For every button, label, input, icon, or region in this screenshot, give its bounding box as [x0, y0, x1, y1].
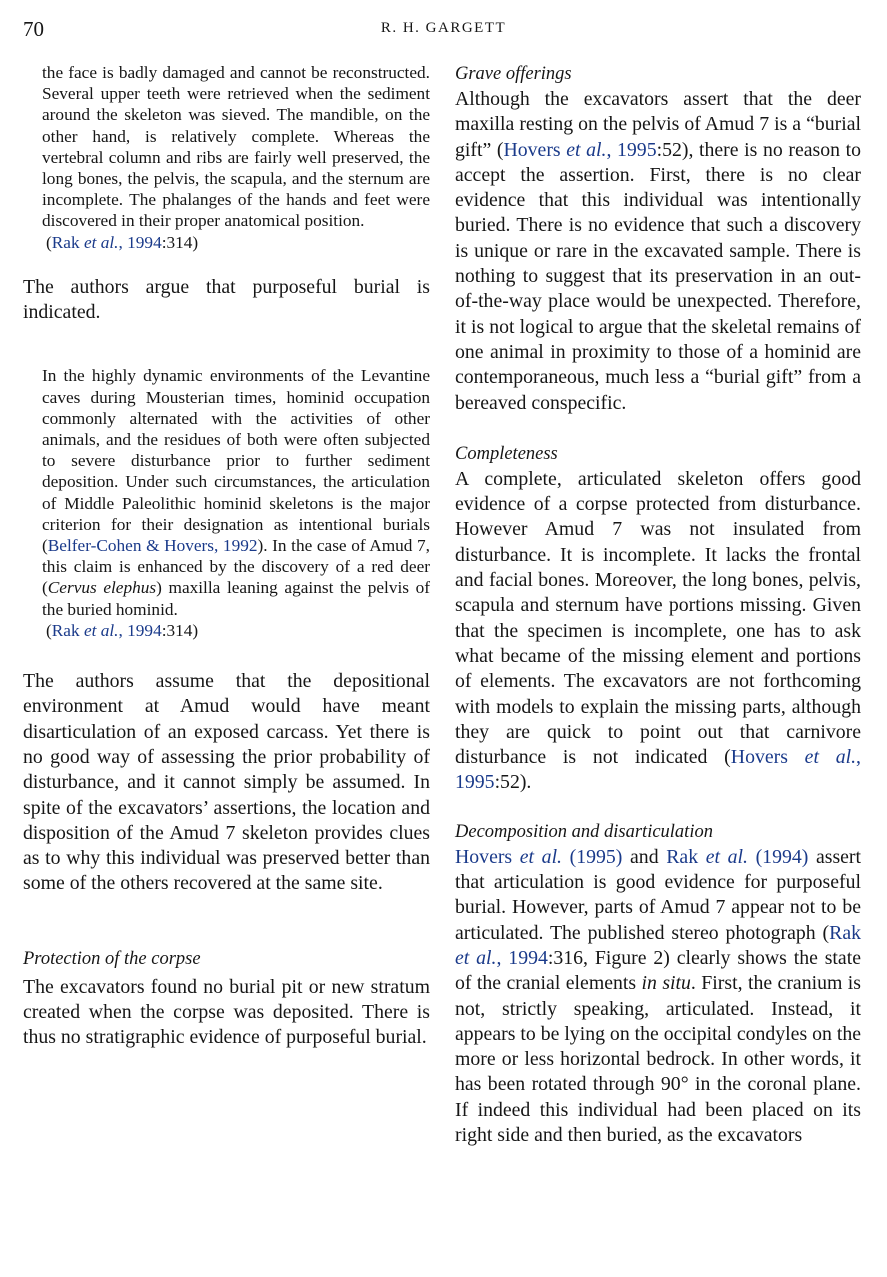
page-header [0, 0, 887, 60]
block-quote-2: In the highly dynamic environments of the Levantine caves during Mousterian times, hominid occupation commonly alternated with the activities of other animals, and the residues of both were often subjected to severe disturbance prior to further sediment deposition. Under such circumstances, the articulation of Middle Paleolithic hominid skeletons is the major criterion for their designation as intentional burials (Belfer-Cohen & Hovers, 1992). In the case of Amud 7, this claim is enhanced by the discovery of a red deer (Cervus elephus) maxilla leaning against the pelvis of the buried hominid. [42, 366, 430, 619]
citation-link[interactable]: Hovers et al., 1995 [503, 138, 657, 161]
citation-link[interactable]: Belfer-Cohen & Hovers, 1992 [47, 536, 258, 556]
citation-link[interactable]: Hovers et al. (1995) [455, 845, 623, 868]
section-heading-decomposition: Decomposition and disarticulation [455, 821, 713, 842]
paragraph-decomposition: Hovers et al. (1995) and Rak et al. (1994) assert that articulation is good evidence for purposeful burial. However, parts of Amud 7 appear not to be articulated. The published stereo photograph (Rak et al., 1994:316, Figure 2) clearly shows the state of the cranial elements in situ. First, the cranium is not, strictly speaking, articulated. Instead, it appears to be lying on the occipital condyles on the more or less horizontal bedrock. In other words, it has been rotated through 90° in the coronal plane. If indeed this individual had been placed on its right side and then buried, as the excavators [455, 845, 862, 1146]
citation-link[interactable]: Rak et al. (1994) [666, 845, 809, 868]
citation-link[interactable]: Rak et al., 1994 [51, 232, 162, 252]
paragraph-grave-offerings: Although the excavators assert that the deer maxilla resting on the pelvis of Amud 7 is a “burial gift” (Hovers et al., 1995:52), there is no reason to accept the assertion. First, there is no clear evidence that this individual was intentionally buried. There is no evidence that such a discovery is unique or rare in the excavated sample. There is nothing to suggest that its preservation in an out-of-the-way place would be unexpected. Therefore, it is not logical to argue that the skeletal remains of one animal in proximity to those of a hominid are contemporaneous, much less a “burial gift” from a bereaved conspecific. [455, 88, 861, 414]
quote-2-citation: (Rak et al., 1994:314) [46, 620, 199, 640]
right-column [455, 62, 861, 1148]
citation-link[interactable]: Rak et al., 1994 [51, 620, 162, 640]
running-head: R. H. GARGETT [380, 20, 507, 36]
citation-link[interactable]: Hovers et al., 1995 [455, 746, 861, 794]
paragraph-authors-argue: The authors argue that purposeful burial is indicated. [23, 275, 430, 324]
paragraph-completeness: A complete, articulated skeleton offers good evidence of a corpse protected from disturbance. However Amud 7 was not insulated from disturbance. It is incomplete. It lacks the frontal and facial bones. Moreover, the long bones, pelvis, scapula and sternum have portions missing. Given that the specimen is incomplete, one has to ask what became of the missing element and portions of elements. The excavators are not forthcoming with models to explain the missing parts, although they are quick to point out that carnivore disturbance is not indicated (Hovers et al., 1995:52). [455, 467, 861, 794]
paragraph-depositional-environment: The authors assume that the depositional environment at Amud would have meant disarticulation of an exposed carcass. Yet there is no good way of assessing the prior probability of disturbance, and it cannot simply be assumed. In spite of the excavators’ assertions, the location and disposition of the Amud 7 skeleton provides clues as to why this individual was preserved better than some of the others recovered at the same site. [23, 670, 430, 895]
section-heading-grave-offerings: Grave offerings [455, 64, 572, 84]
section-heading-completeness: Completeness [455, 443, 558, 464]
section-heading-protection: Protection of the corpse [23, 948, 201, 969]
quote-1-citation: (Rak et al., 1994:314) [46, 232, 199, 252]
paragraph-protection: The excavators found no burial pit or new stratum created when the corpse was deposited. There is thus no stratigraphic evidence of purposeful burial. [23, 975, 430, 1049]
page-number: 70 [23, 17, 44, 41]
citation-link[interactable]: Rak et al., 1994 [455, 921, 861, 969]
left-column [23, 62, 430, 1051]
block-quote-1: the face is badly damaged and cannot be reconstructed. Several upper teeth were retrieved when the sediment around the skeleton was sieved. The mandible, on the other hand, is relatively complete. Whereas the vertebral column and ribs are fairly well preserved, the long bones, the pelvis, the scapula, and the sternum are incomplete. The phalanges of the hands and feet were discovered in their proper anatomical position. [42, 63, 430, 231]
